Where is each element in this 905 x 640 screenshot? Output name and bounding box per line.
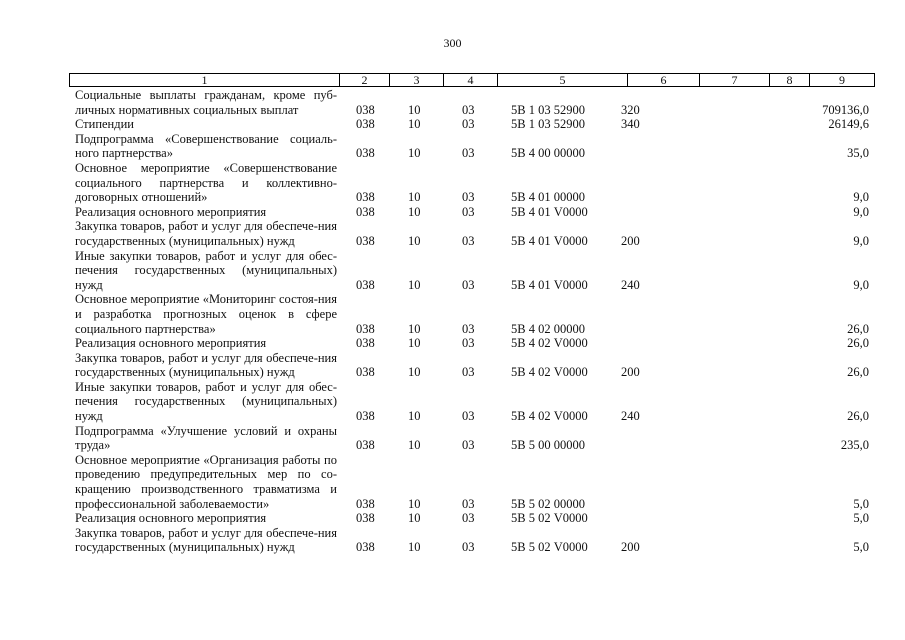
row-col-4: 03 <box>462 496 475 511</box>
row-col-5: 5В 4 01 V0000 <box>511 277 588 292</box>
row-col-3: 10 <box>408 496 421 511</box>
header-col-1: 1 <box>70 74 340 86</box>
row-col-2: 038 <box>356 277 375 292</box>
row-col-2: 038 <box>356 511 375 526</box>
row-col-4: 03 <box>462 409 475 424</box>
row-col-4: 03 <box>462 438 475 453</box>
row-col-2: 038 <box>356 190 375 205</box>
table-row <box>75 161 875 205</box>
table-row <box>75 219 875 248</box>
row-col-2: 038 <box>356 233 375 248</box>
row-col-4: 03 <box>462 277 475 292</box>
row-col-9: 9,0 <box>853 190 869 205</box>
row-col-2: 038 <box>356 117 375 132</box>
row-col-3: 10 <box>408 190 421 205</box>
row-name: Иные закупки товаров, работ и услуг для обес-печения государственных (муниципальных) нужд <box>75 248 337 292</box>
row-col-2: 038 <box>356 496 375 511</box>
row-col-4: 03 <box>462 146 475 161</box>
row-name: Подпрограмма «Совершенствование социаль-ного партнерства» <box>75 131 337 161</box>
row-col-2: 038 <box>356 321 375 336</box>
table-row <box>75 249 875 293</box>
row-col-9: 26,0 <box>847 321 869 336</box>
row-col-9: 9,0 <box>853 233 869 248</box>
header-col-3: 3 <box>390 74 444 86</box>
table-row <box>75 117 875 132</box>
row-col-5: 5В 4 02 00000 <box>511 321 585 336</box>
row-name: Иные закупки товаров, работ и услуг для обес-печения государственных (муниципальных) нужд <box>75 379 337 424</box>
page-number: 300 <box>443 36 462 50</box>
row-col-6: 320 <box>621 102 640 117</box>
row-col-2: 038 <box>356 102 375 117</box>
row-col-5: 5В 4 02 V0000 <box>511 336 588 351</box>
row-col-3: 10 <box>408 102 421 117</box>
row-col-9: 709136,0 <box>822 102 869 117</box>
row-col-3: 10 <box>408 117 421 132</box>
row-col-5: 5В 5 02 V0000 <box>511 511 588 526</box>
row-col-5: 5В 1 03 52900 <box>511 117 585 132</box>
row-name: Реализация основного мероприятия <box>75 204 267 219</box>
row-name: Подпрограмма «Улучшение условий и охраны труда» <box>75 423 337 453</box>
header-col-2: 2 <box>340 74 390 86</box>
row-col-5: 5В 5 02 V0000 <box>511 540 588 555</box>
row-name: Закупка товаров, работ и услуг для обеспече-ния государственных (муниципальных) нужд <box>75 350 337 380</box>
row-col-3: 10 <box>408 204 421 219</box>
row-col-3: 10 <box>408 540 421 555</box>
row-col-9: 26,0 <box>847 409 869 424</box>
header-col-8: 8 <box>770 74 810 86</box>
row-col-3: 10 <box>408 409 421 424</box>
row-col-9: 26149,6 <box>828 117 869 132</box>
row-name: Реализация основного мероприятия <box>75 336 267 351</box>
row-col-6: 200 <box>621 365 640 380</box>
table-row <box>75 424 875 453</box>
row-col-4: 03 <box>462 190 475 205</box>
row-col-3: 10 <box>408 336 421 351</box>
row-col-9: 9,0 <box>853 204 869 219</box>
table-row <box>75 132 875 161</box>
table-body <box>75 88 875 555</box>
row-col-5: 5В 4 00 00000 <box>511 146 585 161</box>
row-col-9: 35,0 <box>847 146 869 161</box>
header-col-7: 7 <box>700 74 770 86</box>
row-col-3: 10 <box>408 146 421 161</box>
row-col-3: 10 <box>408 321 421 336</box>
row-col-2: 038 <box>356 365 375 380</box>
row-col-2: 038 <box>356 204 375 219</box>
table-row <box>75 205 875 220</box>
row-col-5: 5В 4 01 V0000 <box>511 233 588 248</box>
row-col-2: 038 <box>356 409 375 424</box>
table-header <box>69 73 875 87</box>
row-name: Закупка товаров, работ и услуг для обеспече-ния государственных (муниципальных) нужд <box>75 525 337 555</box>
row-col-2: 038 <box>356 146 375 161</box>
table-row <box>75 351 875 380</box>
table-row <box>75 526 875 555</box>
table-row <box>75 453 875 511</box>
table-row <box>75 336 875 351</box>
row-col-2: 038 <box>356 438 375 453</box>
header-col-6: 6 <box>628 74 700 86</box>
row-col-9: 235,0 <box>840 438 869 453</box>
row-col-6: 340 <box>621 117 640 132</box>
row-col-5: 5В 4 01 V0000 <box>511 204 588 219</box>
row-col-6: 240 <box>621 277 640 292</box>
row-col-3: 10 <box>408 438 421 453</box>
table-row <box>75 511 875 526</box>
header-col-4: 4 <box>444 74 498 86</box>
row-col-6: 240 <box>621 409 640 424</box>
row-col-5: 5В 5 02 00000 <box>511 496 585 511</box>
header-col-9: 9 <box>839 73 845 87</box>
row-col-4: 03 <box>462 336 475 351</box>
table-row <box>75 292 875 336</box>
row-col-4: 03 <box>462 204 475 219</box>
row-col-4: 03 <box>462 102 475 117</box>
row-col-3: 10 <box>408 365 421 380</box>
row-col-3: 10 <box>408 233 421 248</box>
row-col-9: 5,0 <box>853 511 869 526</box>
row-col-9: 5,0 <box>853 540 869 555</box>
row-name: Стипендии <box>75 117 134 132</box>
row-col-4: 03 <box>462 540 475 555</box>
row-col-5: 5В 4 01 00000 <box>511 190 585 205</box>
row-col-9: 5,0 <box>853 496 869 511</box>
row-col-9: 26,0 <box>847 336 869 351</box>
table-row <box>75 380 875 424</box>
row-name: Социальные выплаты гражданам, кроме пуб-личных нормативных социальных выплат <box>75 88 337 117</box>
row-col-3: 10 <box>408 511 421 526</box>
row-col-4: 03 <box>462 511 475 526</box>
row-name: Основное мероприятие «Мониторинг состоя-ния и разработка прогнозных оценок в сфере социального партнерства» <box>75 292 337 336</box>
row-name: Основное мероприятие «Совершенствование социального партнерства и коллективно-договорных отношений» <box>75 160 337 205</box>
header-col-5: 5 <box>498 74 628 86</box>
row-col-5: 5В 4 02 V0000 <box>511 365 588 380</box>
row-name: Закупка товаров, работ и услуг для обеспече-ния государственных (муниципальных) нужд <box>75 219 337 248</box>
row-col-6: 200 <box>621 233 640 248</box>
row-col-5: 5В 5 00 00000 <box>511 438 585 453</box>
row-col-4: 03 <box>462 233 475 248</box>
row-col-4: 03 <box>462 365 475 380</box>
row-col-2: 038 <box>356 336 375 351</box>
row-col-2: 038 <box>356 540 375 555</box>
table-row <box>75 88 875 117</box>
row-col-9: 9,0 <box>853 277 869 292</box>
row-col-4: 03 <box>462 321 475 336</box>
row-col-6: 200 <box>621 540 640 555</box>
row-col-5: 5В 1 03 52900 <box>511 102 585 117</box>
row-col-4: 03 <box>462 117 475 132</box>
row-name: Реализация основного мероприятия <box>75 511 267 526</box>
row-name: Основное мероприятие «Организация работы по проведению предупредительных мер по со-кращению производственного травматизма и профессиональной заболеваемости» <box>75 452 337 511</box>
row-col-3: 10 <box>408 277 421 292</box>
row-col-9: 26,0 <box>847 365 869 380</box>
row-col-5: 5В 4 02 V0000 <box>511 409 588 424</box>
